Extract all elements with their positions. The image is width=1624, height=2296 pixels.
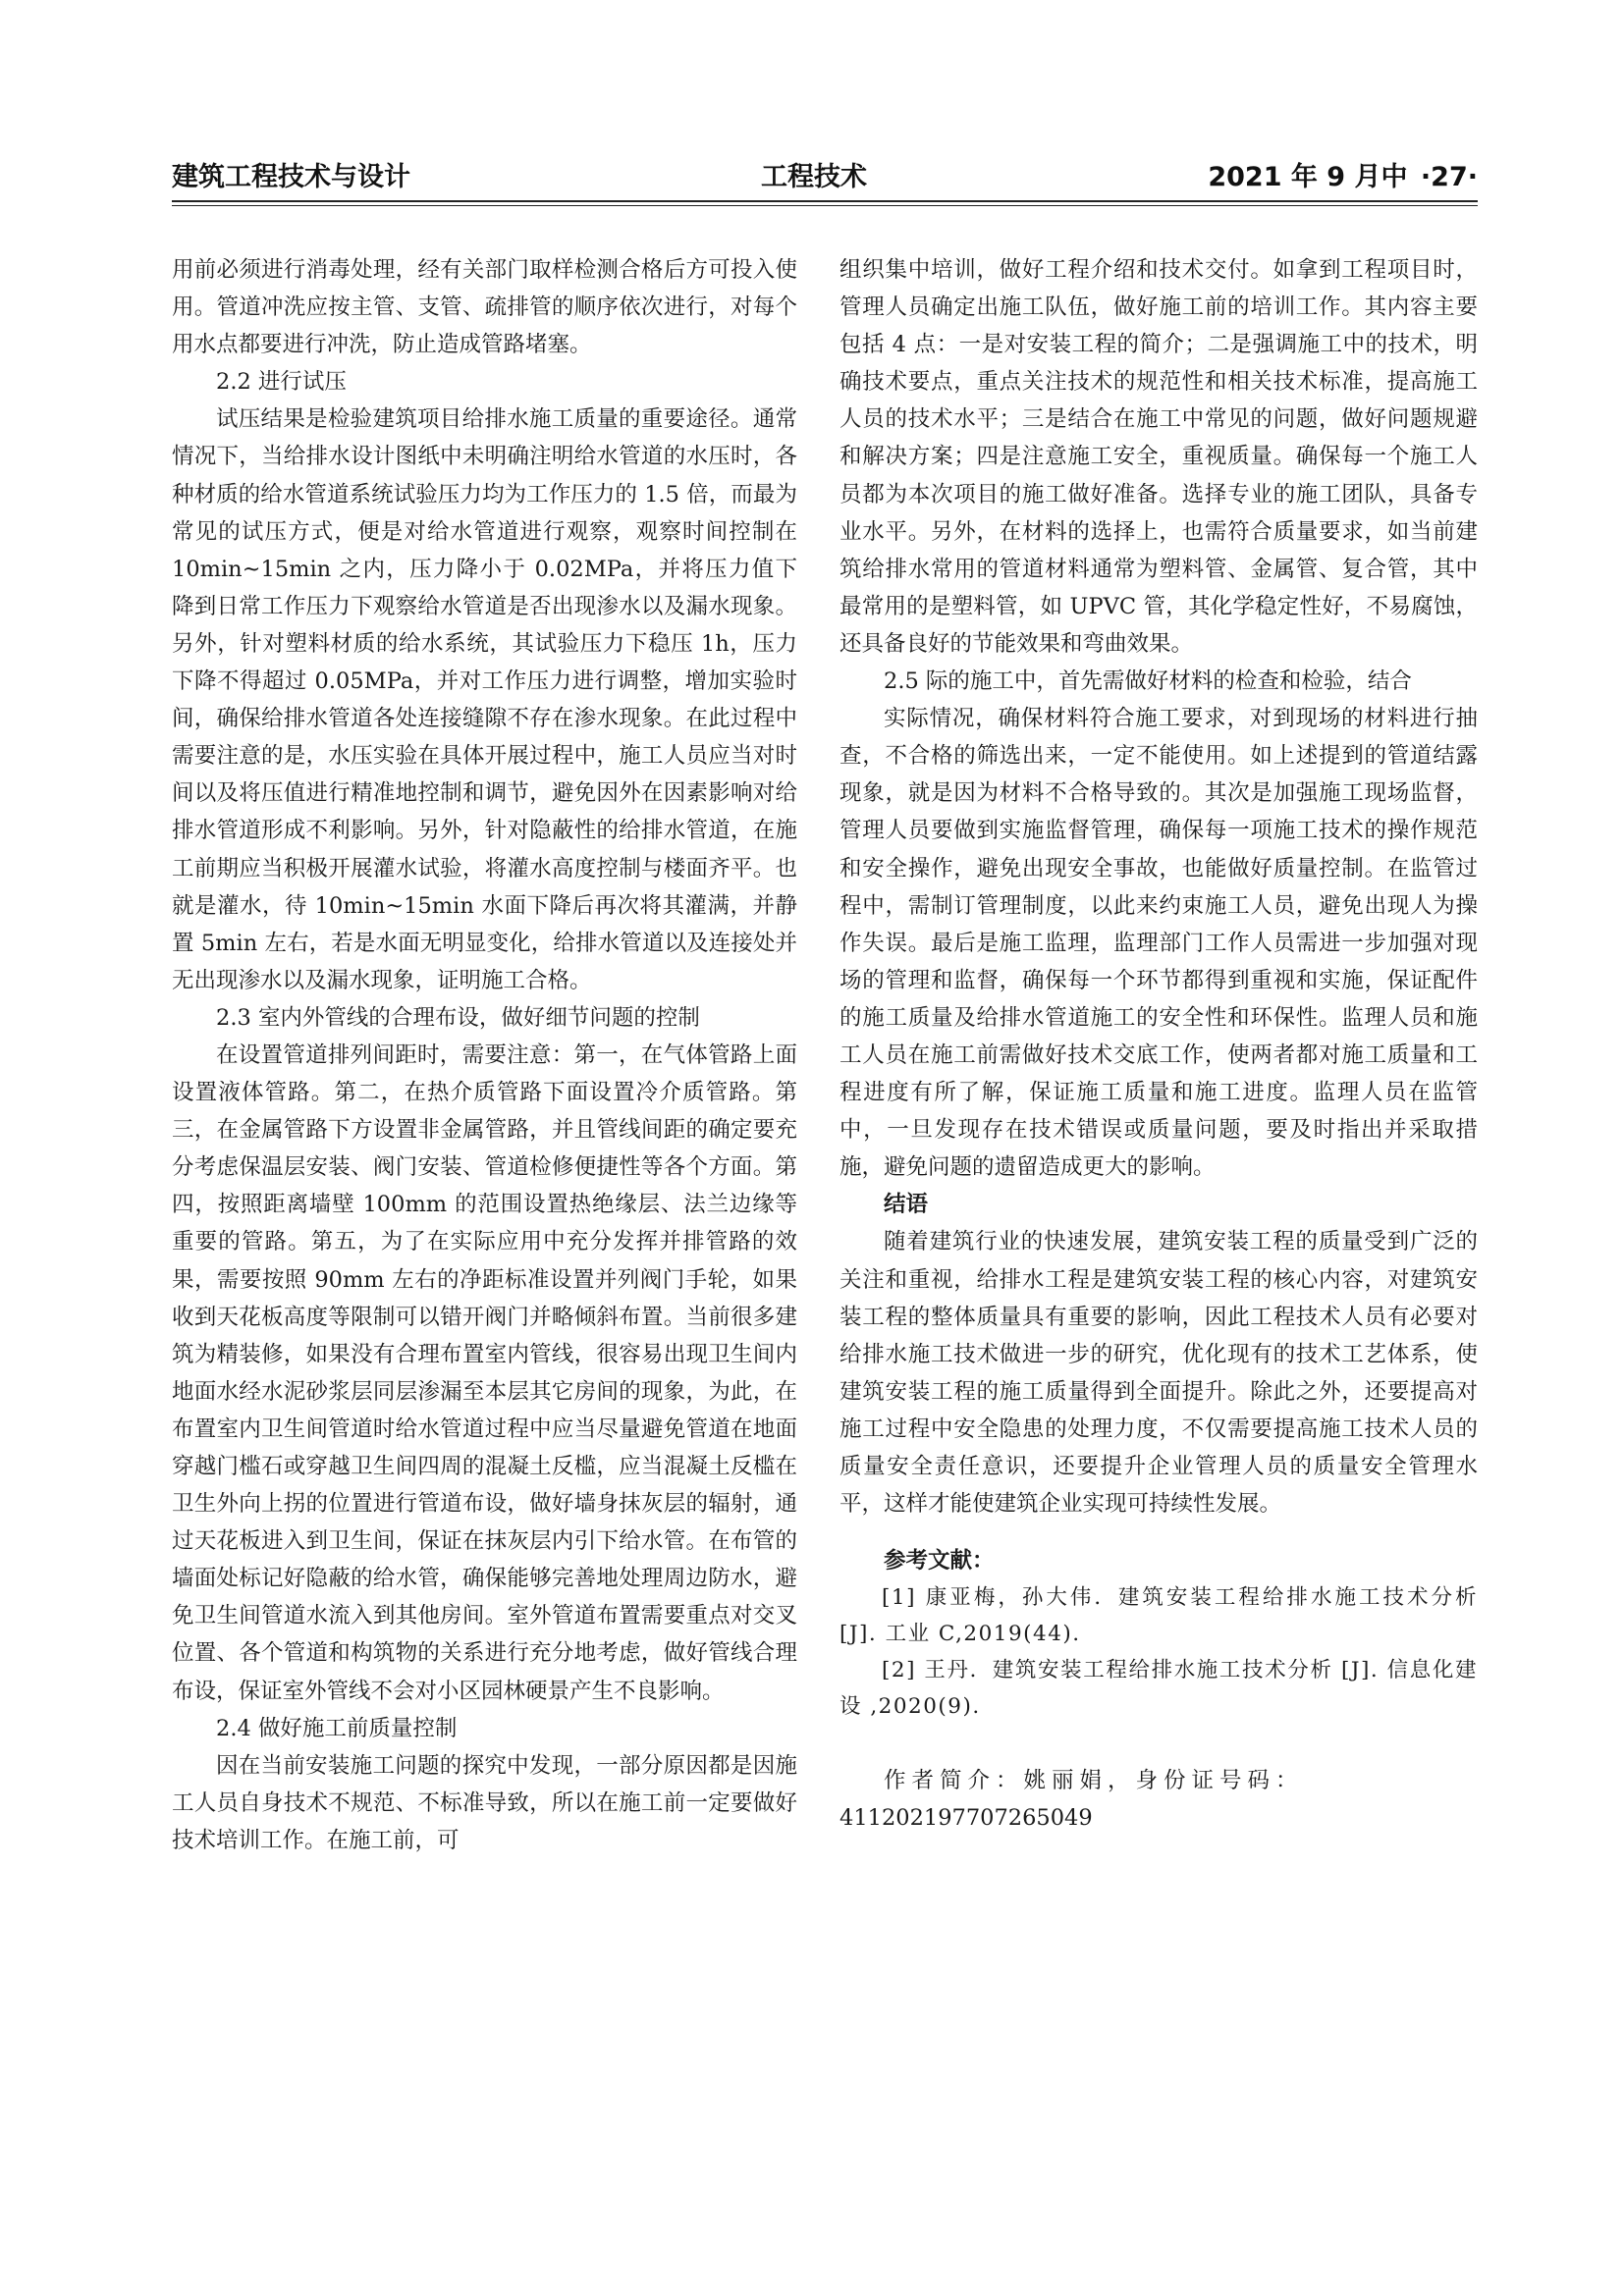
paragraph: 用前必须进行消毒处理，经有关部门取样检测合格后方可投入使用。管道冲洗应按主管、支管、疏排管的顺序依次进行，对每个用水点都要进行冲洗，防止造成管路堵塞。 — [172, 257, 797, 358]
references-heading: 参考文献： — [884, 1548, 995, 1575]
paragraph: 组织集中培训，做好工程介绍和技术交付。如拿到工程项目时，管理人员确定出施工队伍，做好施工前的培训工作。其内容主要包括 4 点：一是对安装工程的简介；二是强调施工中的技术，明确技术要点，重点关注技术的规范性和相关技术标准，提高施工人员的技术水平；三是结合在施工中常见的问题，做好问题规避和解决方案；四是注意施工安全，重视质量。确保每一个施工人员都为本次项目的施工做好准备。选择专业的施工团队，具备专业水平。另外，在材料的选择上，也需符合质量要求，如当前建筑给排水常用的管道材料通常为塑料管、金属管、复合管，其中最常用的是塑料管，如 UPVC 管，其化学稳定性好，不易腐蚀，还具备良好的节能效果和弯曲效果。 — [839, 257, 1478, 657]
section-heading: 2.4 做好施工前质量控制 — [216, 1715, 458, 1741]
header-rule-thick — [172, 200, 1478, 202]
paragraph: 试压结果是检验建筑项目给排水施工质量的重要途径。通常情况下，当给排水设计图纸中未明确注明给水管道的水压时，各种材质的给水管道系统试验压力均为工作压力的 1.5 倍，而最为常见的试压方式，便是对给水管道进行观察，观察时间控制在 10min~15min 之内，压力降小于 0.02MPa，并将压力值下降到日常工作压力下观察给水管道是否出现渗水以及漏水现象。另外，针对塑料材质的给水系统，其试验压力下稳压 1h，压力下降不得超过 0.05MPa，并对工作压力进行调整，增加实验时间，确保给排水管道各处连接缝隙不存在渗水现象。在此过程中需要注意的是，水压实验在具体开展过程中，施工人员应当对时间以及将压值进行精准地控制和调节，避免因外在因素影响对给排水管道形成不利影响。另外，针对隐蔽性的给排水管道，在施工前期应当积极开展灌水试验，将灌水高度控制与楼面齐平。也就是灌水，待 10min~15min 水面下降后再次将其灌满，并静置 5min 左右，若是水面无明显变化，给排水管道以及连接处并无出现渗水以及漏水现象，证明施工合格。 — [172, 406, 797, 993]
header-rule-thin — [172, 205, 1478, 206]
conclusion-heading: 结语 — [884, 1192, 929, 1218]
paragraph: 在设置管道排列间距时，需要注意：第一，在气体管路上面设置液体管路。第二，在热介质管路下面设置冷介质管路。第三，在金属管路下方设置非金属管路，并且管线间距的确定要充分考虑保温层安装、阀门安装、管道检修便捷性等各个方面。第四，按照距离墙壁 100mm 的范围设置热绝缘层、法兰边缘等重要的管路。第五，为了在实际应用中充分发挥并排管路的效果，需要按照 90mm 左右的净距标准设置并列阀门手轮，如果收到天花板高度等限制可以错开阀门并略倾斜布置。当前很多建筑为精装修，如果没有合理布置室内管线，很容易出现卫生间内地面水经水泥砂浆层同层渗漏至本层其它房间的现象，为此，在布置室内卫生间管道时给水管道过程中应当尽量避免管道在地面穿越门槛石或穿越卫生间四周的混凝土反槛，应当混凝土反槛在卫生外向上拐的位置进行管道布设，做好墙身抹灰层的辐射，通过天花板进入到卫生间，保证在抹灰层内引下给水管。在布管的墙面处标记好隐蔽的给水管，确保能够完善地处理周边防水，避免卫生间管道水流入到其他房间。室外管道布置需要重点对交叉位置、各个管道和构筑物的关系进行充分地考虑，做好管线合理布设，保证室外管线不会对小区园林硬景产生不良影响。 — [172, 1041, 797, 1704]
section-heading: 2.3 室内外管线的合理布设，做好细节问题的控制 — [216, 1004, 700, 1031]
paragraph: 实际情况，确保材料符合施工要求，对到现场的材料进行抽查，不合格的筛选出来，一定不能使用。如上述提到的管道结露现象，就是因为材料不合格导致的。其次是加强施工现场监督，管理人员要做到实施监督管理，确保每一项施工技术的操作规范和安全操作，避免出现安全事故，也能做好质量控制。在监管过程中，需制订管理制度，以此来约束施工人员，避免出现人为操作失误。最后是施工监理，监理部门工作人员需进一步加强对现场的管理和监督，确保每一个环节都得到重视和实施，保证配件的施工质量及给排水管道施工的安全性和环保性。监理人员和施工人员在施工前需做好技术交底工作，使两者都对施工质量和工程进度有所了解，保证施工质量和施工进度。监理人员在监管中，一旦发现存在技术错误或质量问题，要及时指出并采取措施，避免问题的遗留造成更大的影响。 — [839, 706, 1478, 1181]
section-heading: 2.5 际的施工中，首先需做好材料的检查和检验，结合 — [884, 668, 1412, 695]
section-heading: 2.2 进行试压 — [216, 369, 347, 396]
paragraph: 随着建筑行业的快速发展，建筑安装工程的质量受到广泛的关注和重视，给排水工程是建筑安装工程的核心内容，对建筑安装工程的整体质量具有重要的影响，因此工程技术人员有必要对给排水施工技术做进一步的研究，优化现有的技术工艺体系，使建筑安装工程的施工质量得到全面提升。除此之外，还要提高对施工过程中安全隐患的处理力度，不仅需要提高施工技术人员的质量安全责任意识，还要提升企业管理人员的质量安全管理水平，这样才能使建筑企业实现可持续性发展。 — [839, 1229, 1478, 1518]
paragraph: 因在当前安装施工问题的探究中发现，一部分原因都是因施工人员自身技术不规范、不标准导致，所以在施工前一定要做好技术培训工作。在施工前，可 — [172, 1752, 797, 1853]
section-title: 工程技术 — [761, 162, 867, 192]
author-note: 作者简介：姚丽娟，身份证号码： — [884, 1768, 1304, 1794]
journal-title: 建筑工程技术与设计 — [172, 162, 410, 192]
spacer — [839, 1725, 1478, 1762]
issue-date: 2021 年 9 月中 — [1208, 162, 1408, 192]
left-column — [172, 251, 797, 1859]
author-id-number: 411202197707265049 — [839, 1805, 1093, 1832]
running-header — [172, 155, 1478, 198]
reference-item: [2] 王丹．建筑安装工程给排水施工技术分析 [J]. 信息化建设 ,2020(9). — [839, 1658, 1478, 1720]
reference-item: [1] 康亚梅，孙大伟．建筑安装工程给排水施工技术分析 [J]. 工业 C,2019(44). — [839, 1585, 1478, 1647]
issue-info — [1204, 155, 1478, 193]
spacer — [839, 1522, 1478, 1542]
right-column — [839, 251, 1478, 1837]
page-number: ·27· — [1420, 162, 1478, 192]
